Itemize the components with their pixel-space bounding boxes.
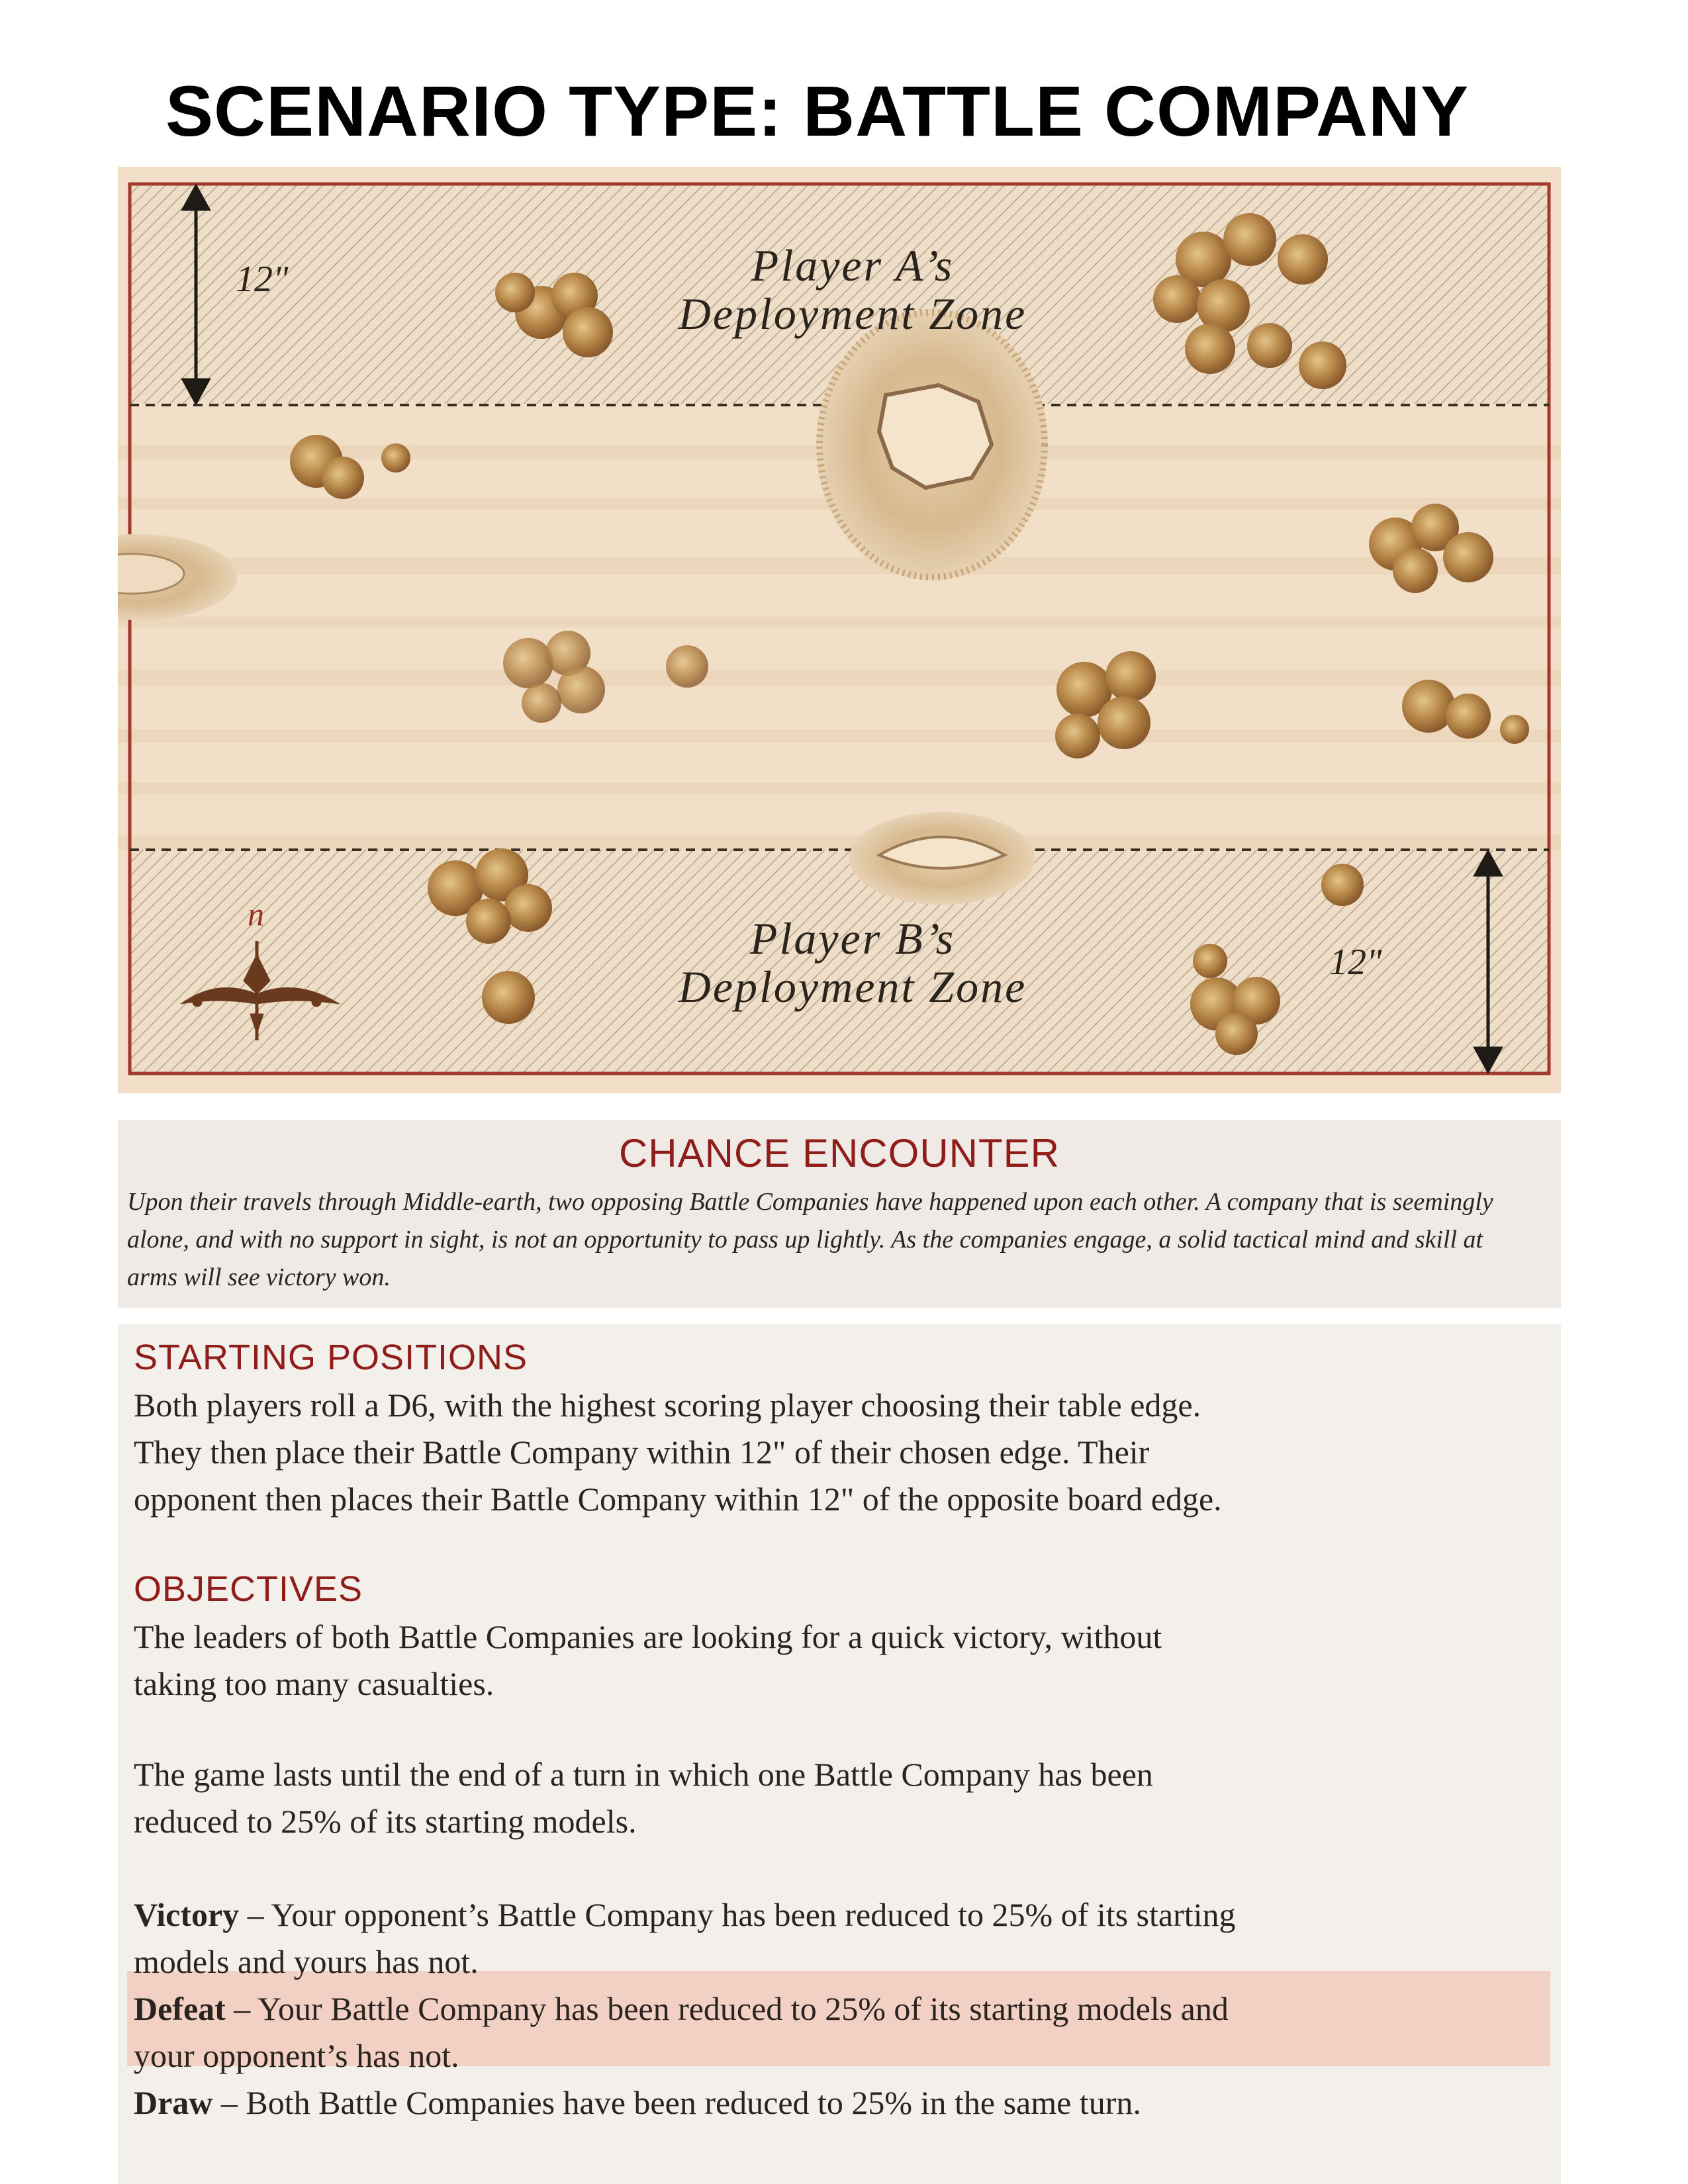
text-line: taking too many casualties. xyxy=(134,1665,494,1702)
intro-line: arms will see victory won. xyxy=(127,1263,391,1291)
player-a-zone-label xyxy=(608,240,1098,340)
deployment-zone-b-label: Deployment Zone xyxy=(678,962,1027,1012)
distance-label-b: 12" xyxy=(1329,942,1382,983)
text-line: opponent then places their Battle Company within 12" of the opposite board edge. xyxy=(134,1480,1222,1518)
small-hill xyxy=(849,812,1035,905)
scenario-intro-text xyxy=(127,1183,1550,1297)
defeat-text-cont: your opponent’s has not. xyxy=(134,2037,459,2074)
large-hill xyxy=(816,309,1048,580)
scenario-heading: CHANCE ENCOUNTER xyxy=(618,1131,1060,1175)
defeat-condition xyxy=(134,1985,1550,2079)
text-line: The leaders of both Battle Companies are looking for a quick victory, without xyxy=(134,1618,1162,1655)
battle-map xyxy=(118,167,1561,1093)
scenario-intro-panel xyxy=(118,1120,1561,1308)
draw-term: Draw xyxy=(134,2084,213,2121)
objectives-paragraph-1 xyxy=(134,1614,1550,1707)
victory-term: Victory xyxy=(134,1896,240,1933)
defeat-text: – Your Battle Company has been reduced to 25% of its starting models and xyxy=(225,1990,1229,2027)
player-b-label: Player B’s xyxy=(749,913,956,964)
victory-text-cont: models and yours has not. xyxy=(134,1943,479,1980)
compass-north-label: n xyxy=(248,895,264,933)
page-title: SCENARIO TYPE: BATTLE COMPANY xyxy=(165,71,1470,151)
intro-line: alone, and with no support in sight, is not an opportunity to pass up lightly. As the companies engage, a solid tactical mind and skill at xyxy=(127,1226,1483,1253)
defeat-term: Defeat xyxy=(134,1990,226,2027)
text-line: Both players roll a D6, with the highest scoring player choosing their table edge. xyxy=(134,1387,1201,1424)
victory-condition xyxy=(134,1891,1550,1985)
victory-text: – Your opponent’s Battle Company has been reduced to 25% of its starting xyxy=(239,1896,1236,1933)
rules-panel xyxy=(118,1324,1561,2184)
text-line: reduced to 25% of its starting models. xyxy=(134,1803,637,1840)
draw-condition xyxy=(134,2079,1550,2126)
text-line: The game lasts until the end of a turn in which one Battle Company has been xyxy=(134,1756,1153,1793)
objectives-heading: OBJECTIVES xyxy=(134,1569,363,1609)
draw-text: – Both Battle Companies have been reduced to 25% in the same turn. xyxy=(212,2084,1141,2121)
player-b-zone-label xyxy=(608,913,1098,1013)
text-line: They then place their Battle Company within 12" of their chosen edge. Their xyxy=(134,1433,1150,1471)
starting-positions-text xyxy=(134,1382,1550,1523)
distance-label-a: 12" xyxy=(236,259,289,300)
deployment-zone-a-label: Deployment Zone xyxy=(678,289,1027,339)
starting-positions-heading: STARTING POSITIONS xyxy=(134,1338,528,1377)
intro-line: Upon their travels through Middle-earth, two opposing Battle Companies have happened upon each other. A company that is seemingly xyxy=(127,1188,1493,1216)
objectives-paragraph-2 xyxy=(134,1751,1550,1845)
player-a-label: Player A’s xyxy=(751,240,955,291)
